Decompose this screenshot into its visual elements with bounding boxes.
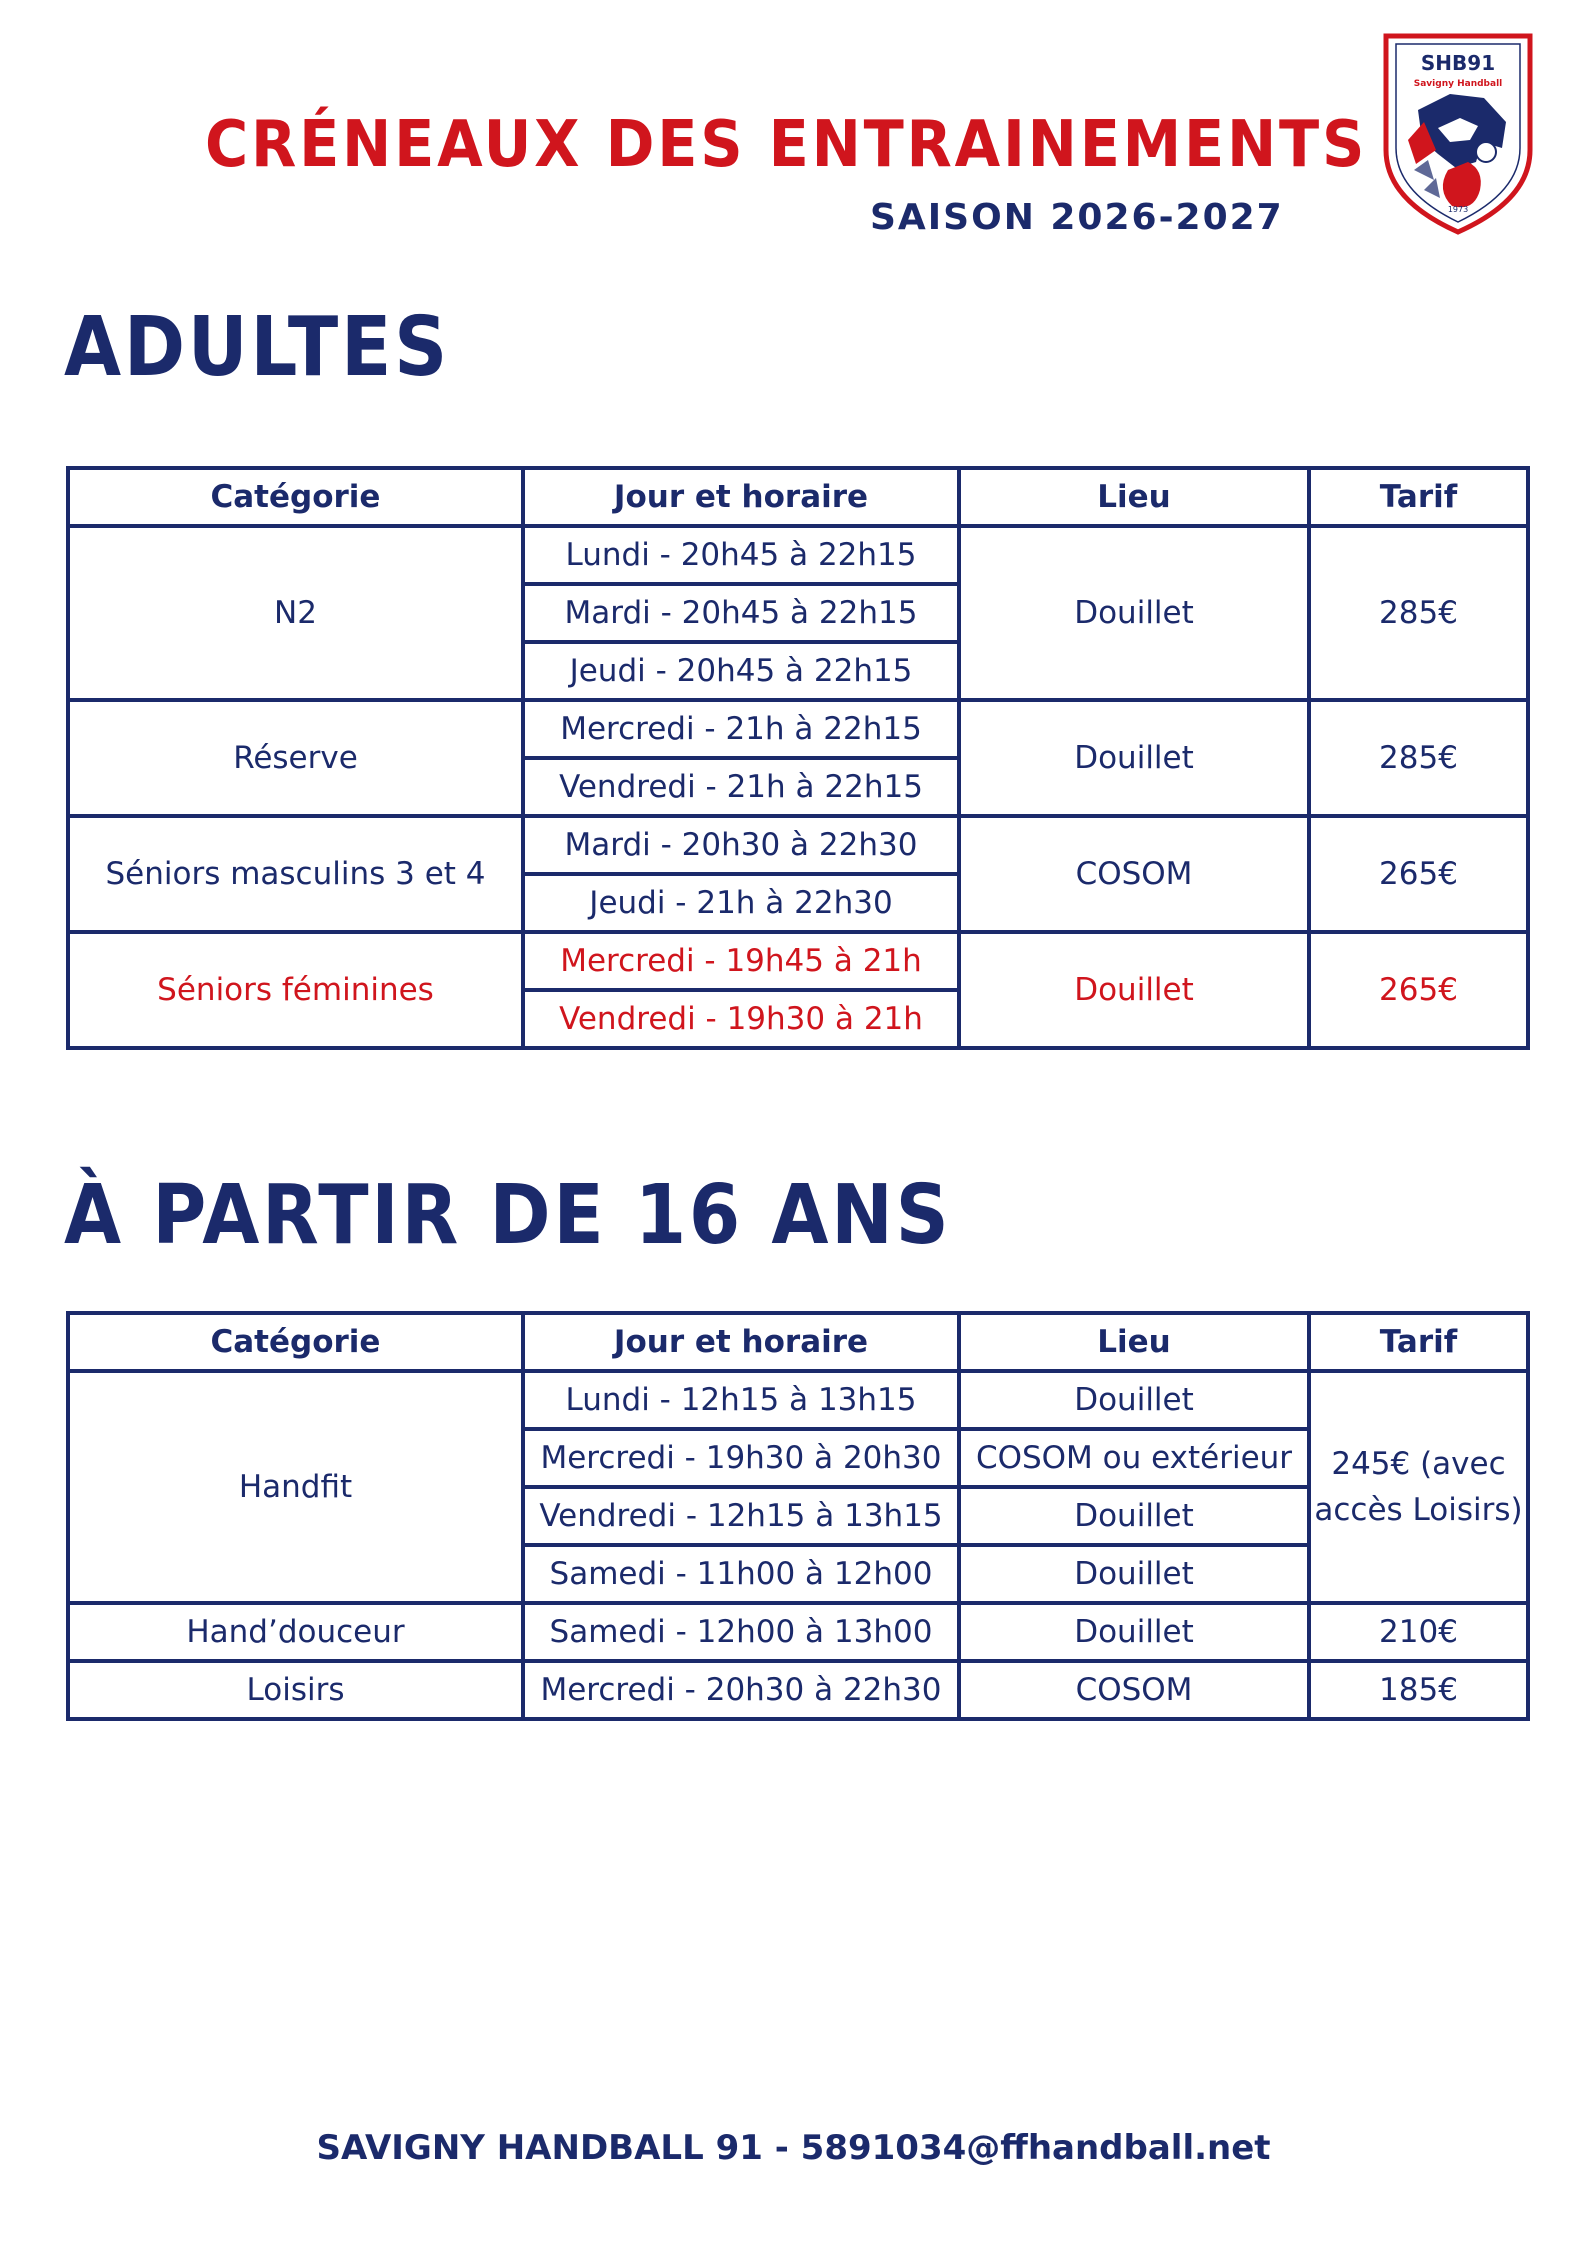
price-cell: 285€	[1309, 700, 1528, 816]
category-cell: Hand’douceur	[68, 1603, 523, 1661]
price-cell: 285€	[1309, 526, 1528, 700]
category-cell: Séniors masculins 3 et 4	[68, 816, 523, 932]
schedule-cell: Mardi - 20h30 à 22h30	[523, 816, 959, 874]
category-cell: Réserve	[68, 700, 523, 816]
page-title: CRÉNEAUX DES ENTRAINEMENTS	[205, 108, 1368, 182]
place-cell: Douillet	[959, 1371, 1309, 1429]
schedule-cell: Jeudi - 20h45 à 22h15	[523, 642, 959, 700]
schedule-cell: Mardi - 20h45 à 22h15	[523, 584, 959, 642]
schedule-cell: Lundi - 12h15 à 13h15	[523, 1371, 959, 1429]
header-place: Lieu	[959, 468, 1309, 526]
table-row	[68, 700, 1528, 758]
schedule-cell: Samedi - 11h00 à 12h00	[523, 1545, 959, 1603]
schedule-cell: Lundi - 20h45 à 22h15	[523, 526, 959, 584]
header-category: Catégorie	[68, 468, 523, 526]
schedule-cell: Mercredi - 20h30 à 22h30	[523, 1661, 959, 1719]
table-row	[68, 932, 1528, 990]
place-cell: Douillet	[959, 1545, 1309, 1603]
schedule-cell: Mercredi - 19h45 à 21h	[523, 932, 959, 990]
header-schedule: Jour et horaire	[523, 1313, 959, 1371]
schedule-cell: Vendredi - 19h30 à 21h	[523, 990, 959, 1048]
header-place: Lieu	[959, 1313, 1309, 1371]
place-cell: COSOM ou extérieur	[959, 1429, 1309, 1487]
price-cell: 265€	[1309, 816, 1528, 932]
table-row	[68, 1371, 1528, 1429]
place-cell: Douillet	[959, 1603, 1309, 1661]
category-cell: Séniors féminines	[68, 932, 523, 1048]
price-cell: 210€	[1309, 1603, 1528, 1661]
footer-contact: SAVIGNY HANDBALL 91 - 5891034@ffhandball.net	[316, 2128, 1271, 2168]
category-cell: N2	[68, 526, 523, 700]
place-cell: Douillet	[959, 1487, 1309, 1545]
table-row	[68, 816, 1528, 874]
table-row	[68, 1603, 1528, 1661]
schedule-cell: Vendredi - 21h à 22h15	[523, 758, 959, 816]
adultes-table	[66, 466, 1530, 1050]
header-category: Catégorie	[68, 1313, 523, 1371]
place-cell: COSOM	[959, 816, 1309, 932]
club-logo	[1378, 30, 1538, 236]
header-schedule: Jour et horaire	[523, 468, 959, 526]
place-cell: Douillet	[959, 526, 1309, 700]
header-row	[68, 468, 1528, 526]
place-cell: Douillet	[959, 932, 1309, 1048]
table-row	[68, 1661, 1528, 1719]
section-title-adultes: ADULTES	[64, 300, 450, 395]
place-cell: COSOM	[959, 1661, 1309, 1719]
place-cell: Douillet	[959, 700, 1309, 816]
schedule-cell: Mercredi - 21h à 22h15	[523, 700, 959, 758]
table-row	[68, 526, 1528, 584]
header-row	[68, 1313, 1528, 1371]
category-cell: Handfit	[68, 1371, 523, 1603]
price-cell: 245€ (avec accès Loisirs)	[1309, 1371, 1528, 1603]
seize-ans-table	[66, 1311, 1530, 1721]
season-subtitle: SAISON 2026-2027	[870, 197, 1284, 238]
schedule-cell: Vendredi - 12h15 à 13h15	[523, 1487, 959, 1545]
category-cell: Loisirs	[68, 1661, 523, 1719]
logo-text: SHB91	[1420, 51, 1496, 75]
header-price: Tarif	[1309, 1313, 1528, 1371]
header-price: Tarif	[1309, 468, 1528, 526]
price-cell: 265€	[1309, 932, 1528, 1048]
schedule-cell: Samedi - 12h00 à 13h00	[523, 1603, 959, 1661]
schedule-cell: Mercredi - 19h30 à 20h30	[523, 1429, 959, 1487]
logo-subtext: Savigny Handball	[1413, 79, 1503, 89]
price-cell: 185€	[1309, 1661, 1528, 1719]
logo-year: 1973	[1447, 205, 1469, 214]
section-title-16-ans: À PARTIR DE 16 ANS	[64, 1168, 952, 1263]
schedule-cell: Jeudi - 21h à 22h30	[523, 874, 959, 932]
